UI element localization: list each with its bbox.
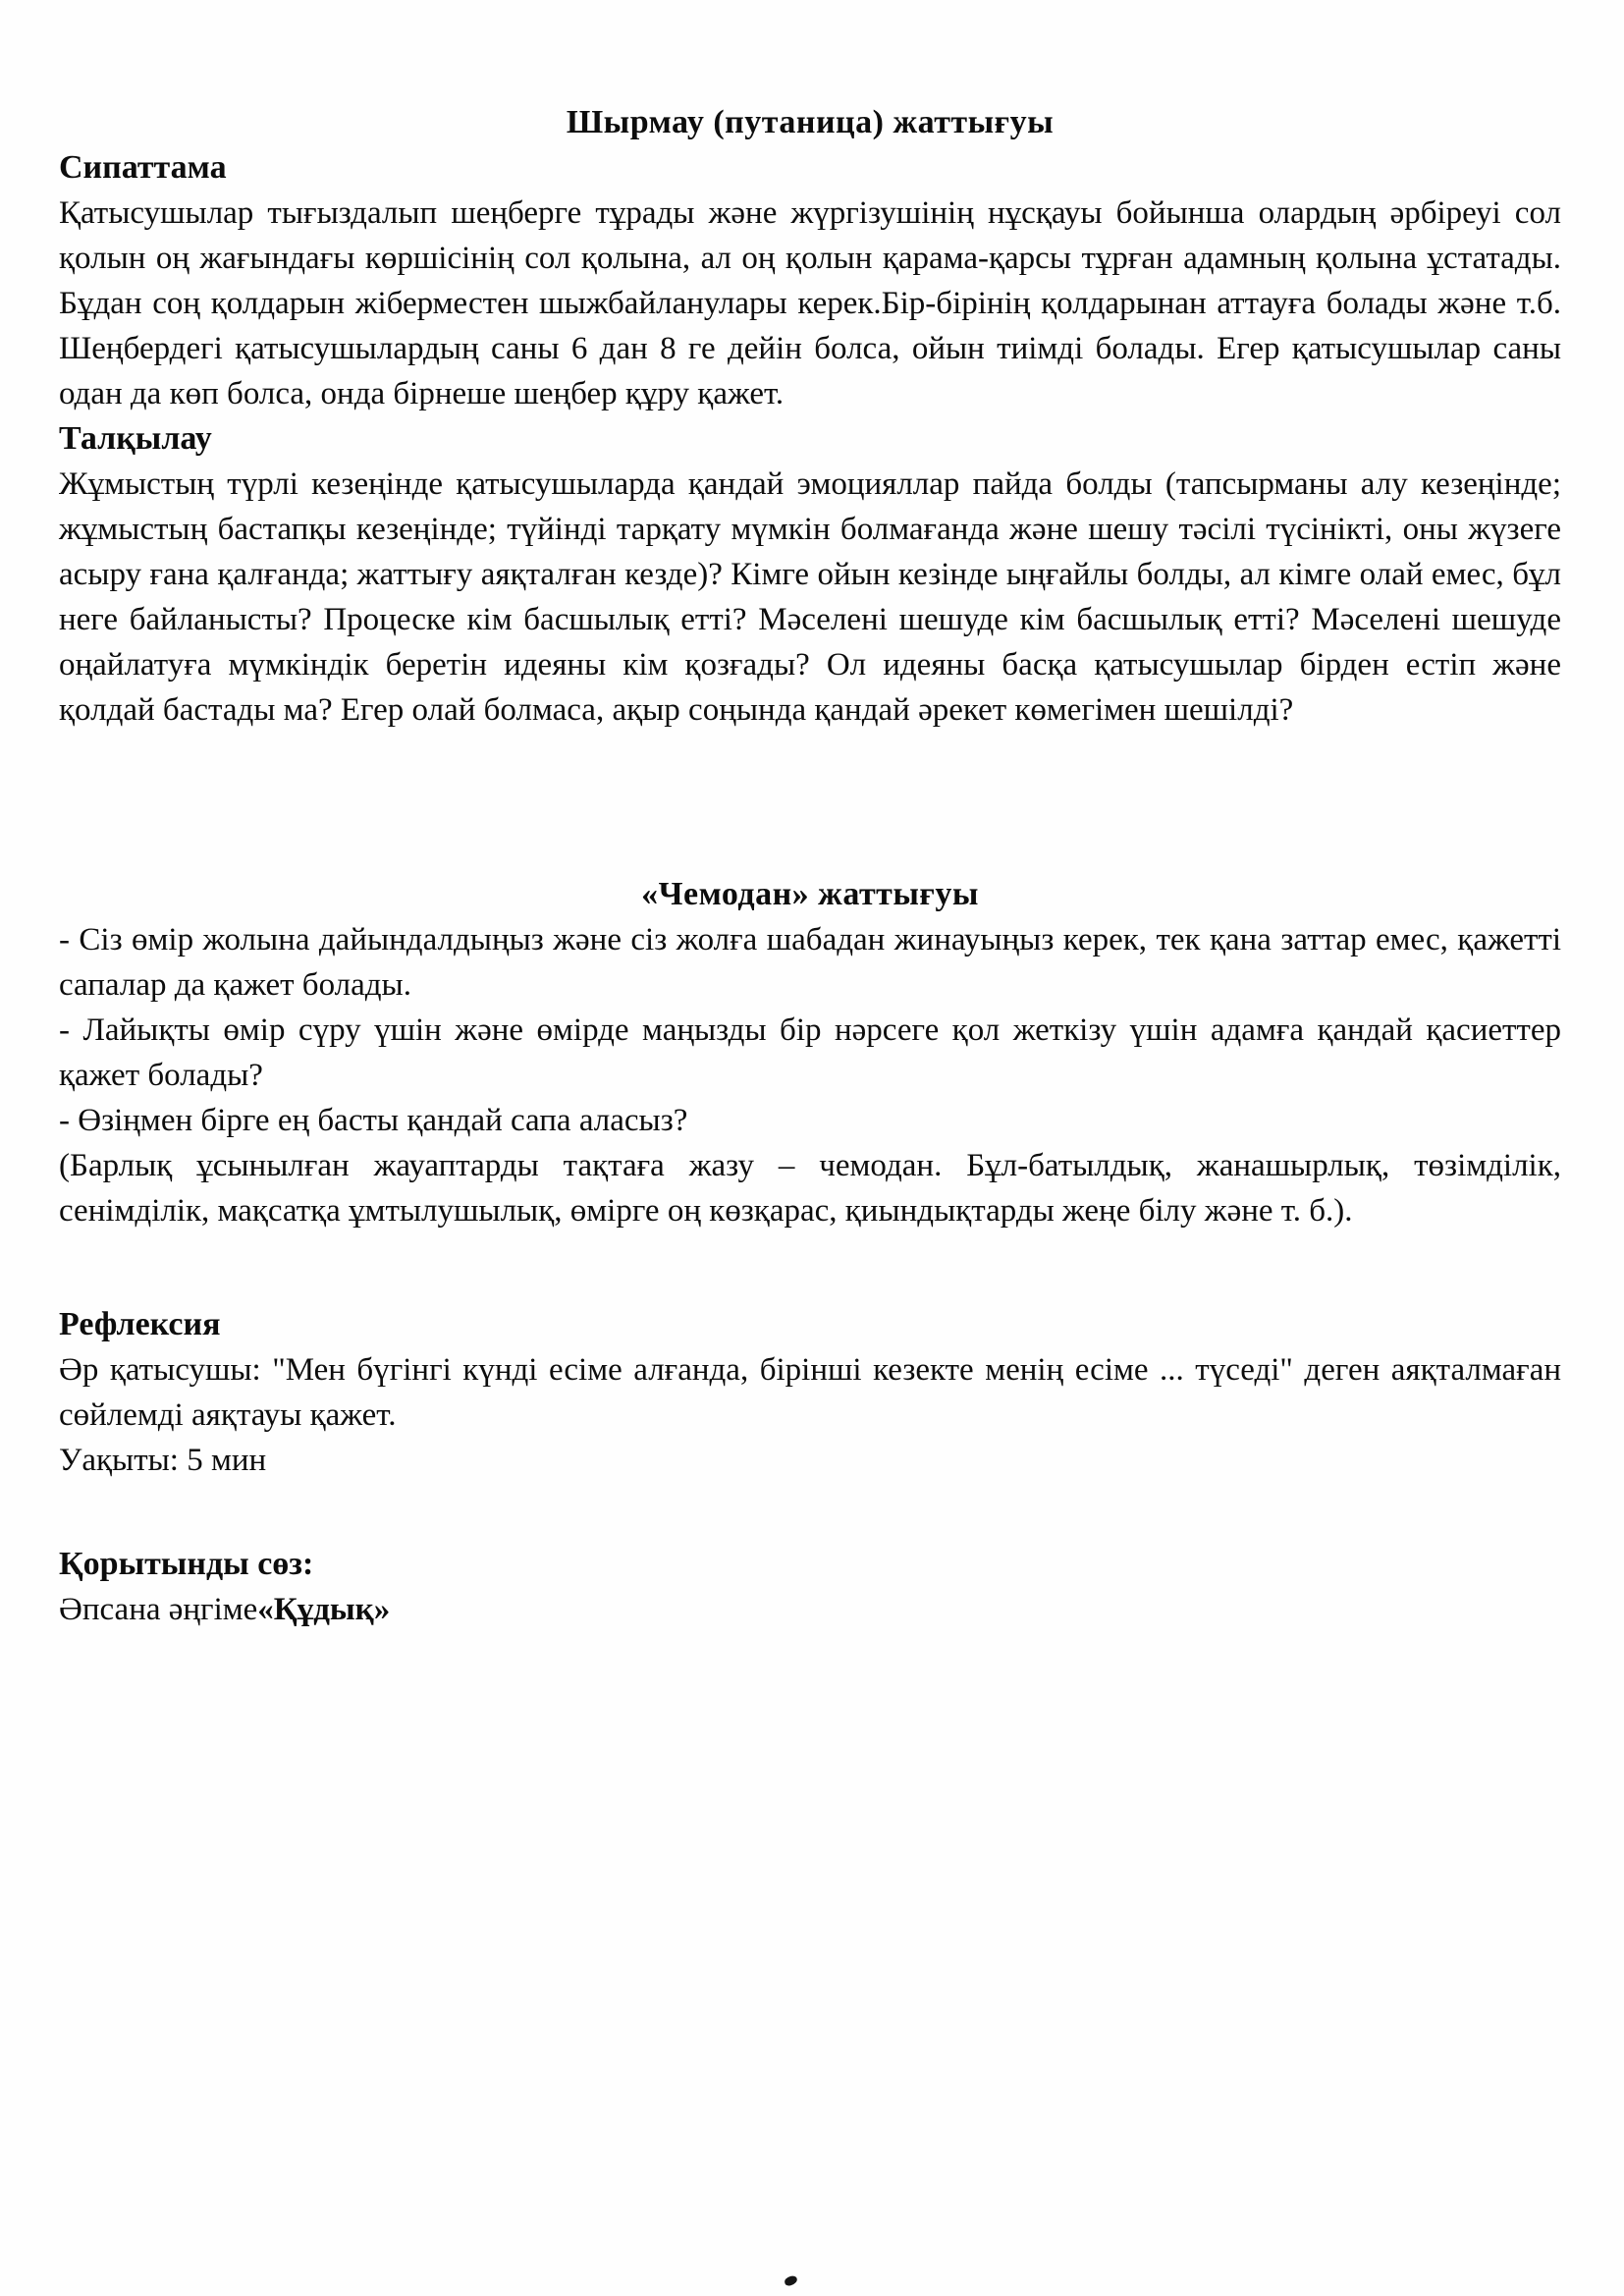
- suitcase-note: (Барлық ұсынылған жауаптарды тақтаға жазу – чемодан. Бұл-батылдық, жанашырлық, төзімділік, сенімділік, мақсатқа ұмтылушылық, өмірге оң көзқарас, қиындықтарды жеңе білу және т. б.).: [59, 1148, 1561, 1229]
- conclusion-lead-text: Әпсана әңгіме: [59, 1592, 258, 1627]
- discussion-heading: Талқылау: [59, 420, 212, 457]
- suitcase-item-2: - Лайықты өмір сүру үшін және өмірде маңызды бір нәрсеге қол жеткізу үшін адамға қандай қасиеттер қажет болады?: [59, 1012, 1561, 1093]
- exercise-suitcase-title: «Чемодан» жаттығуы: [641, 876, 979, 912]
- document-content: [59, 100, 1561, 1632]
- suitcase-item-1: - Сіз өмір жолына дайындалдыңыз және сіз жолға шабадан жинауыңыз керек, тек қана заттар емес, қажетті сапалар да қажет болады.: [59, 922, 1561, 1003]
- conclusion-line: [59, 1587, 1561, 1632]
- discussion-paragraph: Жұмыстың түрлі кезеңінде қатысушыларда қандай эмоцияллар пайда болды (тапсырманы алу кезеңінде; жұмыстың бастапқы кезеңінде; түйінді тарқату мүмкін болмағанда және шешу тәсілі түсінікті, оны жүзеге асыру ғана қалғанда; жаттығу аяқталған кезде)? Кімге ойын кезінде ыңғайлы болды, ал кімге олай емес, бұл неге байланысты? Процеске кім басшылық етті? Мәселені шешуде кім басшылық етті? Мәселені шешуде оңайлатуға мүмкіндік беретін идеяны кім қозғады? Ол идеяны басқа қатысушылар бірден естіп және қолдай бастады ма? Егер олай болмаса, ақыр соңында қандай әрекет көмегімен шешілді?: [59, 466, 1561, 728]
- suitcase-item-3: - Өзіңмен бірге ең басты қандай сапа аласыз?: [59, 1103, 688, 1138]
- description-paragraph: Қатысушылар тығыздалып шеңберге тұрады және жүргізушінің нұсқауы бойынша олардың әрбіреуі сол қолын оң жағындағы көршісінің сол қолына, ал оң қолын қарама-қарсы тұрған адамның қолына ұстатады. Бұдан соң қолдарын жіберместен шыжбайланулары керек.Бір-бірінің қолдарынан аттауға болады және т.б. Шеңбердегі қатысушылардың саны 6 дан 8 ге дейін болса, ойын тиімді болады. Егер қатысушылар саны одан да көп болса, онда бірнеше шеңбер құру қажет.: [59, 195, 1561, 411]
- reflection-paragraph: Әр қатысушы: "Мен бүгінгі күнді есіме алғанда, бірінші кезекте менің есіме ... түседі" деген аяқталмаған сөйлемді аяқтауы қажет.: [59, 1352, 1561, 1433]
- exercise-tangle-title: Шырмау (путаница) жаттығуы: [566, 104, 1055, 140]
- reflection-heading: Рефлексия: [59, 1306, 221, 1342]
- conclusion-heading: Қорытынды сөз:: [59, 1546, 314, 1582]
- description-heading: Сипаттама: [59, 149, 227, 186]
- conclusion-story-title: «Құдық»: [257, 1592, 391, 1627]
- reflection-time: Уақыты: 5 мин: [59, 1443, 267, 1478]
- ink-speck: [784, 2274, 798, 2286]
